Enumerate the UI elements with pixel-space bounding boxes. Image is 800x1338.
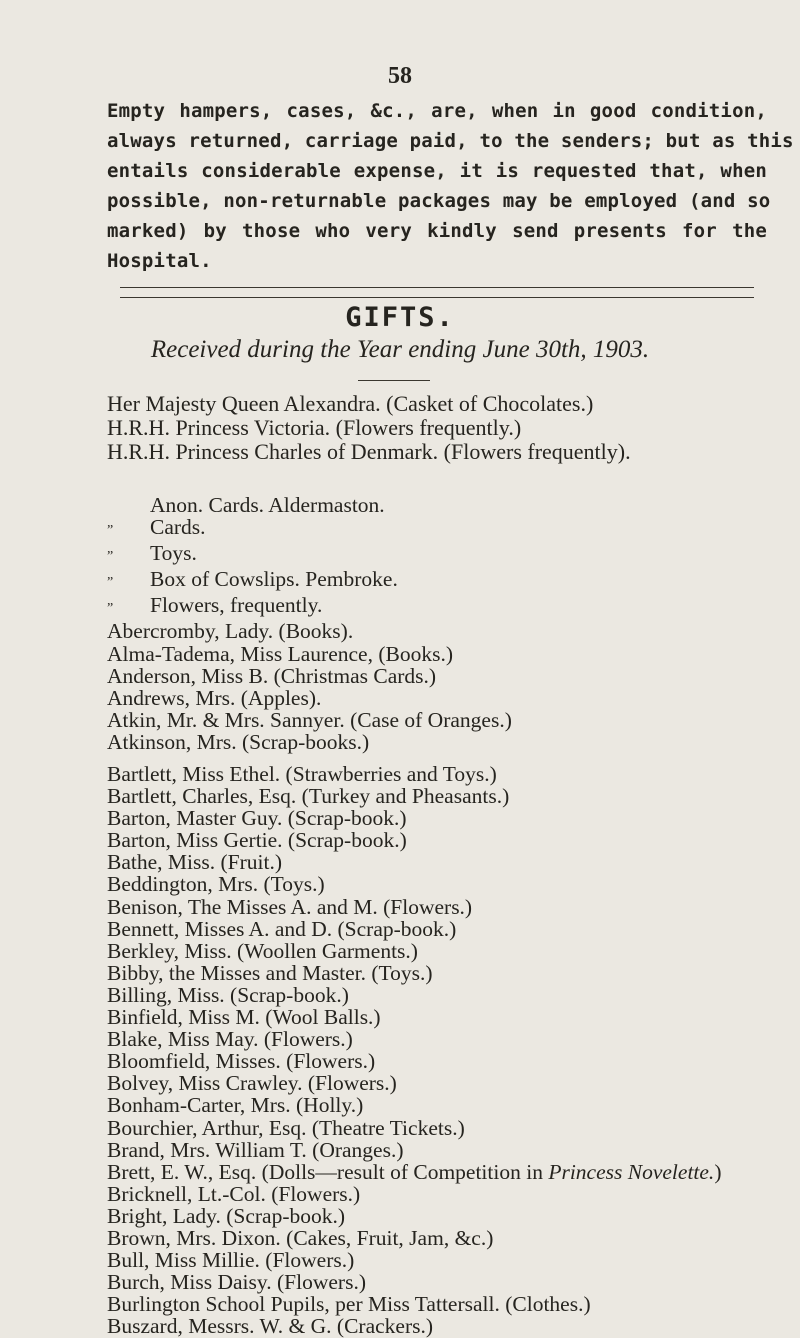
list-item: Blake, Miss May. (Flowers.)	[107, 1027, 353, 1052]
list-item-italic: Princess Novelette.	[548, 1159, 715, 1184]
section-heading: GIFTS.	[345, 302, 455, 333]
list-item: Bloomfield, Misses. (Flowers.)	[107, 1049, 376, 1074]
list-item-text: Anderson, Miss B. (Christmas Cards.)	[107, 663, 437, 688]
intro-line: Hospital.	[107, 250, 212, 272]
intro-paragraph	[107, 96, 794, 276]
list-item: Barton, Master Guy. (Scrap-book.)	[107, 806, 407, 831]
list-item: Benison, The Misses A. and M. (Flowers.)	[107, 894, 473, 919]
list-item: Bennett, Misses A. and D. (Scrap-book.)	[107, 916, 457, 941]
ditto-mark: ”	[107, 549, 114, 565]
list-item: Burch, Miss Daisy. (Flowers.)	[107, 1270, 366, 1295]
intro-line: entails considerable expense, it is requested that, when	[107, 160, 767, 182]
list-item	[107, 709, 512, 731]
list-item-text: )	[714, 1159, 722, 1184]
ditto-mark: ”	[107, 601, 114, 617]
list-item-text: Toys.	[150, 541, 197, 566]
list-item: Brown, Mrs. Dixon. (Cakes, Fruit, Jam, &c.)	[107, 1225, 494, 1250]
list-item-text: Abercromby, Lady. (Books).	[107, 619, 354, 644]
list-item	[107, 568, 512, 594]
list-item	[107, 620, 512, 642]
list-item-text: Brett, E. W., Esq. (Dolls—result of Competition in	[107, 1159, 549, 1184]
list-item: Buszard, Messrs. W. & G. (Crackers.)	[107, 1314, 434, 1338]
list-item-text: Box of Cowslips. Pembroke.	[150, 567, 398, 592]
list-item-text: Flowers, frequently.	[150, 593, 323, 618]
royal-gifts-list	[107, 392, 631, 464]
intro-line: Empty hampers, cases, &c., are, when in good condition,	[107, 100, 767, 122]
list-item-text: Cards.	[150, 515, 206, 540]
list-item	[107, 494, 512, 516]
list-item: Bonham-Carter, Mrs. (Holly.)	[107, 1093, 364, 1118]
list-item	[107, 1161, 721, 1183]
divider	[120, 287, 754, 288]
list-item-text: Atkinson, Mrs. (Scrap-books.)	[107, 729, 370, 754]
divider	[120, 297, 754, 298]
list-item-text: Atkin, Mr. & Mrs. Sannyer. (Case of Oranges.)	[107, 707, 512, 732]
list-item: Berkley, Miss. (Woollen Garments.)	[107, 938, 418, 963]
list-item: H.R.H. Princess Victoria. (Flowers frequently.)	[107, 415, 522, 440]
page-number: 58	[388, 63, 412, 89]
list-item: Barton, Miss Gertie. (Scrap-book.)	[107, 828, 407, 853]
list-item-text: Anon. Cards. Aldermaston.	[150, 493, 385, 517]
list-item: Bull, Miss Millie. (Flowers.)	[107, 1248, 355, 1273]
list-item	[107, 643, 512, 665]
list-item: Bibby, the Misses and Master. (Toys.)	[107, 960, 433, 985]
list-item: Bartlett, Charles, Esq. (Turkey and Pheasants.)	[107, 784, 510, 809]
list-item: Bartlett, Miss Ethel. (Strawberries and Toys.)	[107, 762, 497, 786]
gifts-list-b	[107, 763, 721, 1337]
list-item-text: Andrews, Mrs. (Apples).	[107, 685, 322, 710]
divider	[358, 380, 430, 381]
list-item: Her Majesty Queen Alexandra. (Casket of Chocolates.)	[107, 391, 594, 416]
intro-line: marked) by those who very kindly send presents for the	[107, 220, 767, 242]
list-item: Bricknell, Lt.-Col. (Flowers.)	[107, 1181, 361, 1206]
list-item	[107, 516, 512, 542]
list-item	[107, 731, 512, 753]
list-item	[107, 665, 512, 687]
list-item: Binfield, Miss M. (Wool Balls.)	[107, 1005, 381, 1030]
list-item	[107, 594, 512, 620]
list-item-text: Alma-Tadema, Miss Laurence, (Books.)	[107, 641, 453, 666]
list-item: Billing, Miss. (Scrap-book.)	[107, 982, 349, 1007]
intro-line: possible, non-returnable packages may be employed (and so	[107, 190, 771, 212]
list-item: Burlington School Pupils, per Miss Tattersall. (Clothes.)	[107, 1292, 591, 1317]
list-item: Beddington, Mrs. (Toys.)	[107, 872, 325, 897]
gifts-list-a	[107, 494, 512, 753]
list-item: Bathe, Miss. (Fruit.)	[107, 850, 282, 875]
ditto-mark: ”	[107, 575, 114, 591]
intro-line: always returned, carriage paid, to the senders; but as this	[107, 130, 794, 152]
list-item: Bolvey, Miss Crawley. (Flowers.)	[107, 1071, 397, 1096]
list-item: Bourchier, Arthur, Esq. (Theatre Tickets.)	[107, 1115, 465, 1140]
list-item	[107, 542, 512, 568]
list-item	[107, 687, 512, 709]
list-item: H.R.H. Princess Charles of Denmark. (Flowers frequently).	[107, 439, 631, 464]
list-item: Brand, Mrs. William T. (Oranges.)	[107, 1137, 404, 1162]
section-subheading: Received during the Year ending June 30th, 1903.	[150, 336, 650, 363]
list-item: Bright, Lady. (Scrap-book.)	[107, 1203, 346, 1228]
ditto-mark: ”	[107, 523, 114, 539]
